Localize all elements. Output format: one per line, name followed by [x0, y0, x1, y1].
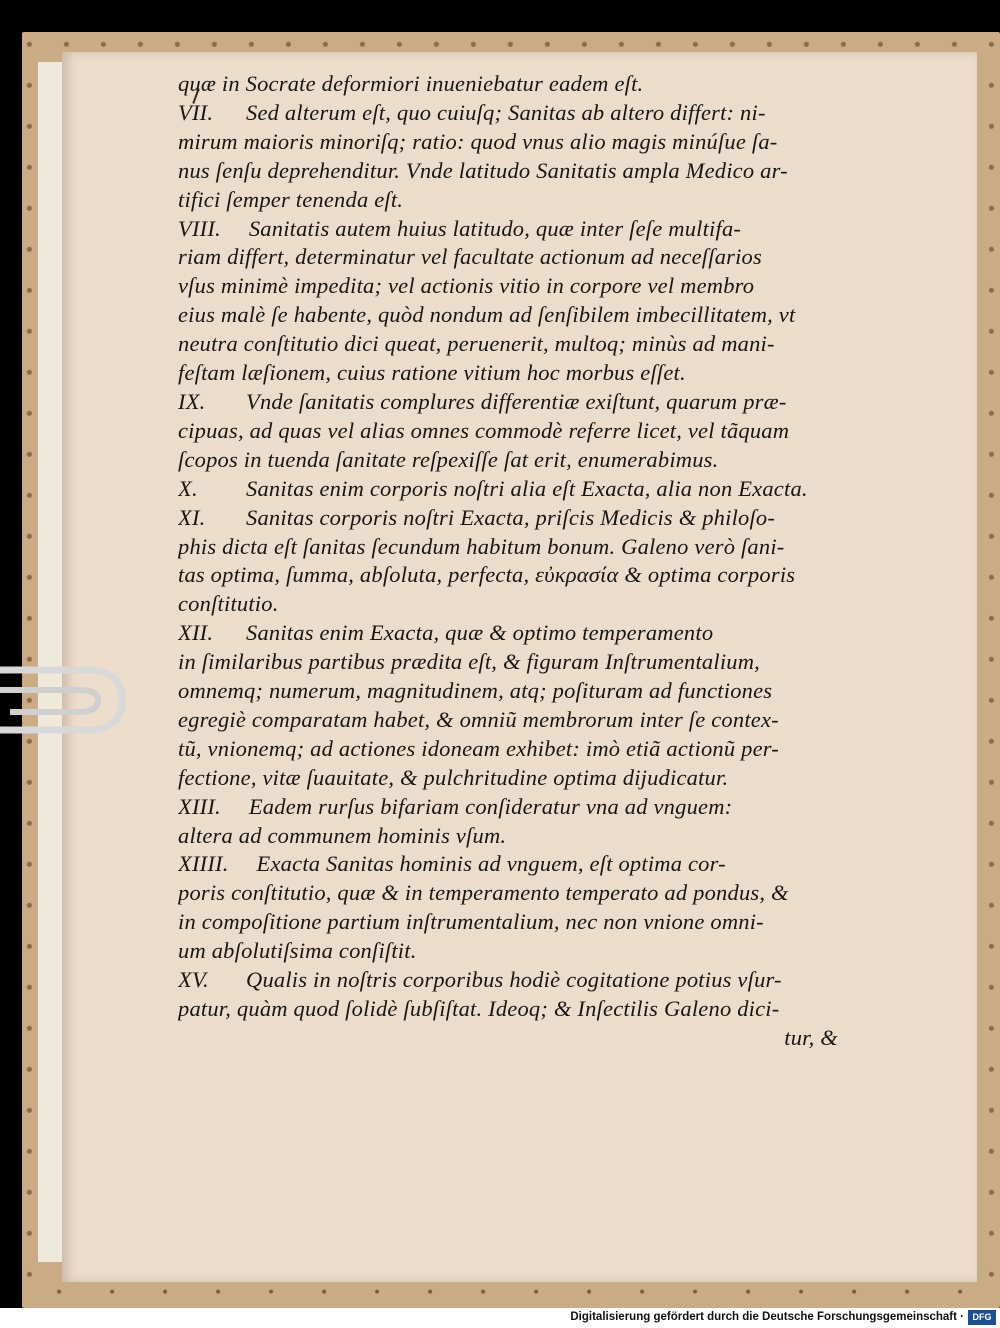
paperclip-icon	[0, 630, 130, 770]
text-line-31: XV. Qualis in noſtris corporibus hodiè cogitatione potius vſur-	[178, 967, 782, 993]
text-line-19: XII. Sanitas enim Exacta, quæ & optimo temperamento	[178, 620, 714, 646]
text-line-25: XIII. Eadem rurſus bifariam conſideratur vna ad vnguem:	[178, 793, 733, 819]
text-line-8: eius malè ſe habente, quòd nondum ad ſenſibilem imbecillitatem, vt	[178, 302, 796, 328]
text-line-24: fectione, vitæ ſuauitate, & pulchritudine optima dijudicatur.	[178, 764, 729, 790]
text-line-28: poris conſtitutio, quæ & in temperamento temperato ad pondus, &	[178, 880, 789, 906]
text-line-20: in ſimilaribus partibus prædita eſt, & figuram Inſtrumentalium,	[178, 649, 761, 675]
text-line-1: VII. Sed alterum eſt, quo cuiuſq; Sanitas ab altero differt: ni-	[178, 99, 766, 125]
text-line-4: tifici ſemper tenenda eſt.	[178, 186, 404, 212]
text-line-10: feſtam læſionem, cuius ratione vitium hoc morbus eſſet.	[178, 360, 686, 386]
text-line-13: ſcopos in tuenda ſanitate reſpexiſſe ſat erit, enumerabimus.	[178, 446, 719, 472]
text-line-18: conſtitutio.	[178, 591, 279, 617]
text-line-21: omnemq; numerum, magnitudinem, atq; poſituram ad functiones	[178, 678, 773, 704]
text-line-32: patur, quàm quod ſolidè ſubſiſtat. Ideoq; & Inſectilis Galeno dici-	[178, 996, 780, 1021]
text-line-30: um abſolutiſsima conſiſtit.	[178, 938, 417, 964]
text-line-5: VIII. Sanitatis autem huius latitudo, quæ inter ſeſe multifa-	[178, 215, 742, 241]
text-line-16: phis dicta eſt ſanitas ſecundum habitum bonum. Galeno verò ſani-	[178, 533, 785, 559]
catchword: tur, &	[784, 1024, 838, 1050]
text-line-29: in compoſitione partium inſtrumentalium, nec non vnione omni-	[178, 909, 764, 935]
text-line-17: tas optima, ſumma, abſoluta, perfecta, εὐκρασία & optima corporis	[178, 562, 796, 588]
dfg-logo: DFG	[968, 1310, 996, 1325]
text-line-2: mirum maioris minoriſq; ratio: quod vnus alio magis minúſue ſa-	[178, 128, 778, 154]
text-line-9: neutra conſtitutio dici queat, peruenerit, multoq; minùs ad mani-	[178, 331, 775, 357]
text-line-7: vſus minimè impedita; vel actionis vitio in corpore vel membro	[178, 273, 755, 299]
text-line-22: egregiè comparatam habet, & omniũ membrorum inter ſe contex-	[178, 706, 779, 732]
text-line-6: riam differt, determinatur vel facultate actionum ad neceſſarios	[178, 244, 762, 270]
text-line-26: altera ad communem hominis vſum.	[178, 822, 507, 848]
footer-bar	[0, 1308, 1000, 1328]
text-line-15: XI. Sanitas corporis noſtri Exacta, priſcis Medicis & philoſo-	[178, 504, 776, 530]
text-line-3: nus ſenſu deprehenditur. Vnde latitudo Sanitatis ampla Medico ar-	[178, 157, 788, 183]
footer-text: Digitalisierung gefördert durch die Deutsche Forschungsgemeinschaft ·	[570, 1311, 964, 1323]
text-line-14: X. Sanitas enim corporis noſtri alia eſt Exacta, alia non Exacta.	[178, 475, 808, 501]
text-line-23: tũ, vnionemq; ad actiones idoneam exhibet: imò etiã actionũ per-	[178, 735, 779, 761]
text-line-0: quæ in Socrate deformiori inueniebatur eadem eſt.	[178, 71, 644, 96]
page-text	[178, 70, 838, 1053]
text-line-12: cipuas, ad quas vel alias omnes commodè referre licet, vel tãquam	[178, 417, 790, 443]
text-line-11: IX. Vnde ſanitatis complures differentiæ exiſtunt, quarum præ-	[178, 388, 787, 414]
text-line-27: XIIII. Exacta Sanitas hominis ad vnguem, eſt optima cor-	[178, 851, 726, 877]
